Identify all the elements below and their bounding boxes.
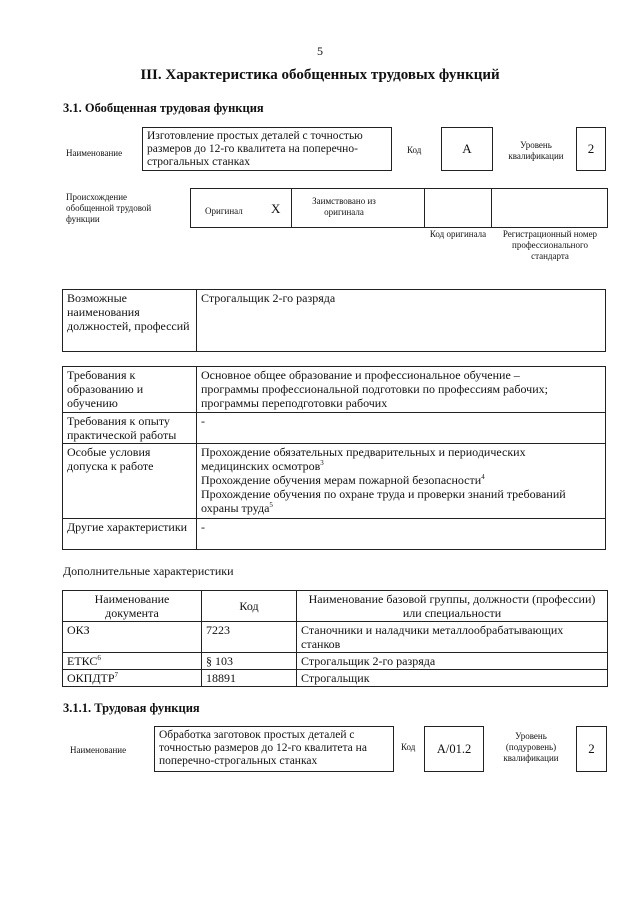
gtf-level-label: Уровень квалификации (508, 140, 564, 161)
tf-heading: 3.1.1. Трудовая функция (63, 701, 200, 715)
additional-table (62, 590, 608, 687)
row-code: § 103 (202, 653, 297, 670)
positions-label: Возможные наименования должностей, профессий (63, 290, 197, 352)
row-code: 18891 (202, 670, 297, 687)
gtf-heading: 3.1. Обобщенная трудовая функция (63, 101, 264, 115)
row-name: Строгальщик 2-го разряда (297, 653, 608, 670)
req-education-label: Требования к образованию и обучению (63, 367, 197, 413)
row-name: Станочники и наладчики металлообрабатывающих станков (297, 622, 608, 653)
row-doc: ОКПДТР$^7$ (63, 670, 202, 687)
row-name: Строгальщик (297, 670, 608, 687)
borrowed-label: Заимствовано из оригинала (312, 196, 376, 217)
original-mark: X (271, 201, 281, 216)
tf-level-value: 2 (576, 726, 607, 772)
gtf-code-value: А (441, 127, 493, 171)
additional-title: Дополнительные характеристики (63, 564, 234, 578)
req-other-value: - (197, 519, 606, 550)
section-title: III. Характеристика обобщенных трудовых функций (140, 67, 500, 83)
gtf-name-label: Наименование (66, 148, 123, 158)
req-other-label: Другие характеристики (63, 519, 197, 550)
tf-name-label: Наименование (70, 745, 127, 755)
row-doc: ОКЗ (63, 622, 202, 653)
origin-label: Происхождение обобщенной трудовой функции (66, 192, 152, 224)
req-conditions-label: Особые условия допуска к работе (63, 444, 197, 519)
origin-box (190, 188, 608, 228)
tf-code-label: Код (401, 742, 416, 752)
gtf-code-label: Код (407, 145, 422, 155)
row-code: 7223 (202, 622, 297, 653)
gtf-name-value: Изготовление простых деталей с точностью размеров до 12-го квалитета на поперечно-строгальных станках (142, 127, 392, 171)
gtf-level-value: 2 (576, 127, 606, 171)
requirements-table (62, 366, 606, 550)
positions-value: Строгальщик 2-го разряда (197, 290, 606, 352)
tf-name-value: Обработка заготовок простых деталей с точностью размеров до 12-го квалитета на поперечно-строгальных станках (154, 726, 394, 772)
original-code-label: Код оригинала (429, 229, 487, 239)
tf-level-label: Уровень (подуровень) квалификации (503, 731, 559, 763)
page-number: 5 (317, 44, 323, 58)
row-doc: ЕТКС$^6$ (63, 653, 202, 670)
header-name: Наименование базовой группы, должности (профессии) или специальности (297, 591, 608, 622)
positions-table (62, 289, 606, 352)
req-education-value: Основное общее образование и профессиональное обучение – программы профессиональной подготовки по профессиям рабочих; программы переподготовки рабочих (197, 367, 606, 413)
tf-code-value: A/01.2 (424, 726, 484, 772)
req-conditions-value: Прохождение обязательных предварительных и периодических медицинских осмотров$^3$ Прохождение обучения мерам пожарной безопасности$^4$ Прохождение обучения по охране труда и проверки знаний требований охраны труда$^5$ (197, 444, 606, 519)
header-code: Код (202, 591, 297, 622)
req-experience-label: Требования к опыту практической работы (63, 413, 197, 444)
req-experience-value: - (197, 413, 606, 444)
header-doc: Наименование документа (63, 591, 202, 622)
original-label: Оригинал (205, 206, 243, 216)
reg-number-label: Регистрационный номер профессионального стандарта (502, 229, 598, 261)
